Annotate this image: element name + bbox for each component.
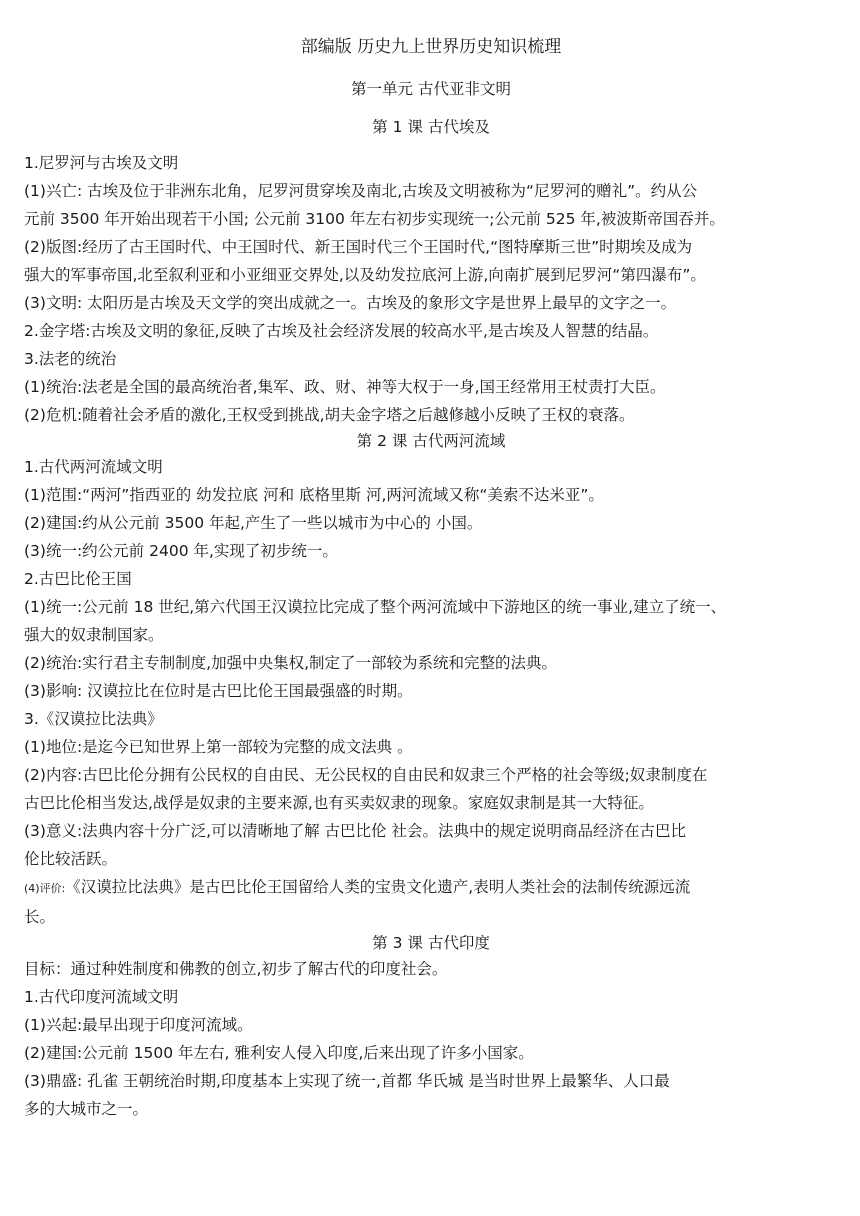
text-line: (3)统一:约公元前 2400 年,实现了初步统一。	[24, 542, 338, 560]
text-line: 多的大城市之一。	[24, 1100, 149, 1118]
text-line: 2.古巴比伦王国	[24, 570, 132, 588]
text-line: 3.法老的统治	[24, 350, 117, 368]
text-line: 1.古代两河流域文明	[24, 458, 163, 476]
text-line: (2)统治:实行君主专制制度,加强中央集权,制定了一部较为系统和完整的法典。	[24, 654, 558, 672]
text-line: (2)内容:古巴比伦分拥有公民权的自由民、无公民权的自由民和奴隶三个严格的社会等级;奴隶制度在	[24, 766, 708, 784]
text-line: 3.《汉谟拉比法典》	[24, 710, 163, 728]
lesson-3-section	[24, 931, 838, 1123]
text-line: (2)版图:经历了古王国时代、中王国时代、新王国时代三个王国时代,“图特摩斯三世”时期埃及成为	[24, 238, 693, 256]
lesson-1-section	[24, 115, 838, 429]
text-line: (1)统治:法老是全国的最高统治者,集军、政、财、神等大权于一身,国王经常用王杖责打大臣。	[24, 378, 666, 396]
text-line: 强大的军事帝国,北至叙利亚和小亚细亚交界处,以及幼发拉底河上游,向南扩展到尼罗河“第四瀑布”。	[24, 266, 706, 284]
document-title: 部编版 历史九上世界历史知识梳理	[300, 37, 562, 57]
text-line: 古巴比伦相当发达,战俘是奴隶的主要来源,也有买卖奴隶的现象。家庭奴隶制是其一大特征。	[24, 794, 654, 812]
text-line: 1.尼罗河与古埃及文明	[24, 154, 179, 172]
evaluation-line	[24, 873, 838, 903]
text-line: 长。	[24, 908, 56, 926]
evaluation-text: 《汉谟拉比法典》是古巴比伦王国留给人类的宝贵文化遗产,表明人类社会的法制传统源远流	[65, 878, 691, 896]
lesson-2-section	[24, 429, 838, 931]
text-line: 1.古代印度河流域文明	[24, 988, 179, 1006]
text-line: 2.金字塔:古埃及文明的象征,反映了古埃及社会经济发展的较高水平,是古埃及人智慧的结晶。	[24, 322, 659, 340]
evaluation-label: (4)评价:	[24, 882, 66, 895]
text-line: (3)文明: 太阳历是古埃及天文学的突出成就之一。古埃及的象形文字是世界上最早的文字之一。	[24, 294, 677, 312]
text-line: (3)鼎盛: 孔雀 王朝统治时期,印度基本上实现了统一,首都 华氏城 是当时世界上最繁华、人口最	[24, 1072, 670, 1090]
lesson-3-title: 第 3 课 古代印度	[372, 934, 490, 952]
text-line: (1)范围:“两河”指西亚的 幼发拉底 河和 底格里斯 河,两河流域又称“美索不达米亚”。	[24, 486, 604, 504]
text-line: 伦比较活跃。	[24, 850, 118, 868]
text-line: 目标：通过种姓制度和佛教的创立,初步了解古代的印度社会。	[24, 960, 448, 978]
text-line: (1)统一:公元前 18 世纪,第六代国王汉谟拉比完成了整个两河流域中下游地区的统一事业,建立了统一、	[24, 598, 727, 616]
text-line: (1)兴起:最早出现于印度河流域。	[24, 1016, 253, 1034]
text-line: (2)建国:约从公元前 3500 年起,产生了一些以城市为中心的 小国。	[24, 514, 483, 532]
text-line: (3)意义:法典内容十分广泛,可以清晰地了解 古巴比伦 社会。法典中的规定说明商品经济在古巴比	[24, 822, 686, 840]
unit-title: 第一单元 古代亚非文明	[351, 80, 511, 98]
text-line: (2)危机:随着社会矛盾的激化,王权受到挑战,胡夫金字塔之后越修越小反映了王权的衰落。	[24, 406, 635, 424]
text-line: 元前 3500 年开始出现若干小国; 公元前 3100 年左右初步实现统一;公元前 525 年,被波斯帝国吞并。	[24, 210, 725, 228]
text-line: (3)影响: 汉谟拉比在位时是古巴比伦王国最强盛的时期。	[24, 682, 413, 700]
text-line: (2)建国:公元前 1500 年左右, 雅利安人侵入印度,后来出现了许多小国家。	[24, 1044, 534, 1062]
text-line: 强大的奴隶制国家。	[24, 626, 164, 644]
text-line: (1)兴亡: 古埃及位于非洲东北角，尼罗河贯穿埃及南北,古埃及文明被称为“尼罗河的赠礼”。约从公	[24, 182, 698, 200]
lesson-1-title: 第 1 课 古代埃及	[372, 118, 490, 136]
text-line: (1)地位:是迄今已知世界上第一部较为完整的成文法典 。	[24, 738, 413, 756]
lesson-2-title: 第 2 课 古代两河流域	[356, 432, 506, 450]
